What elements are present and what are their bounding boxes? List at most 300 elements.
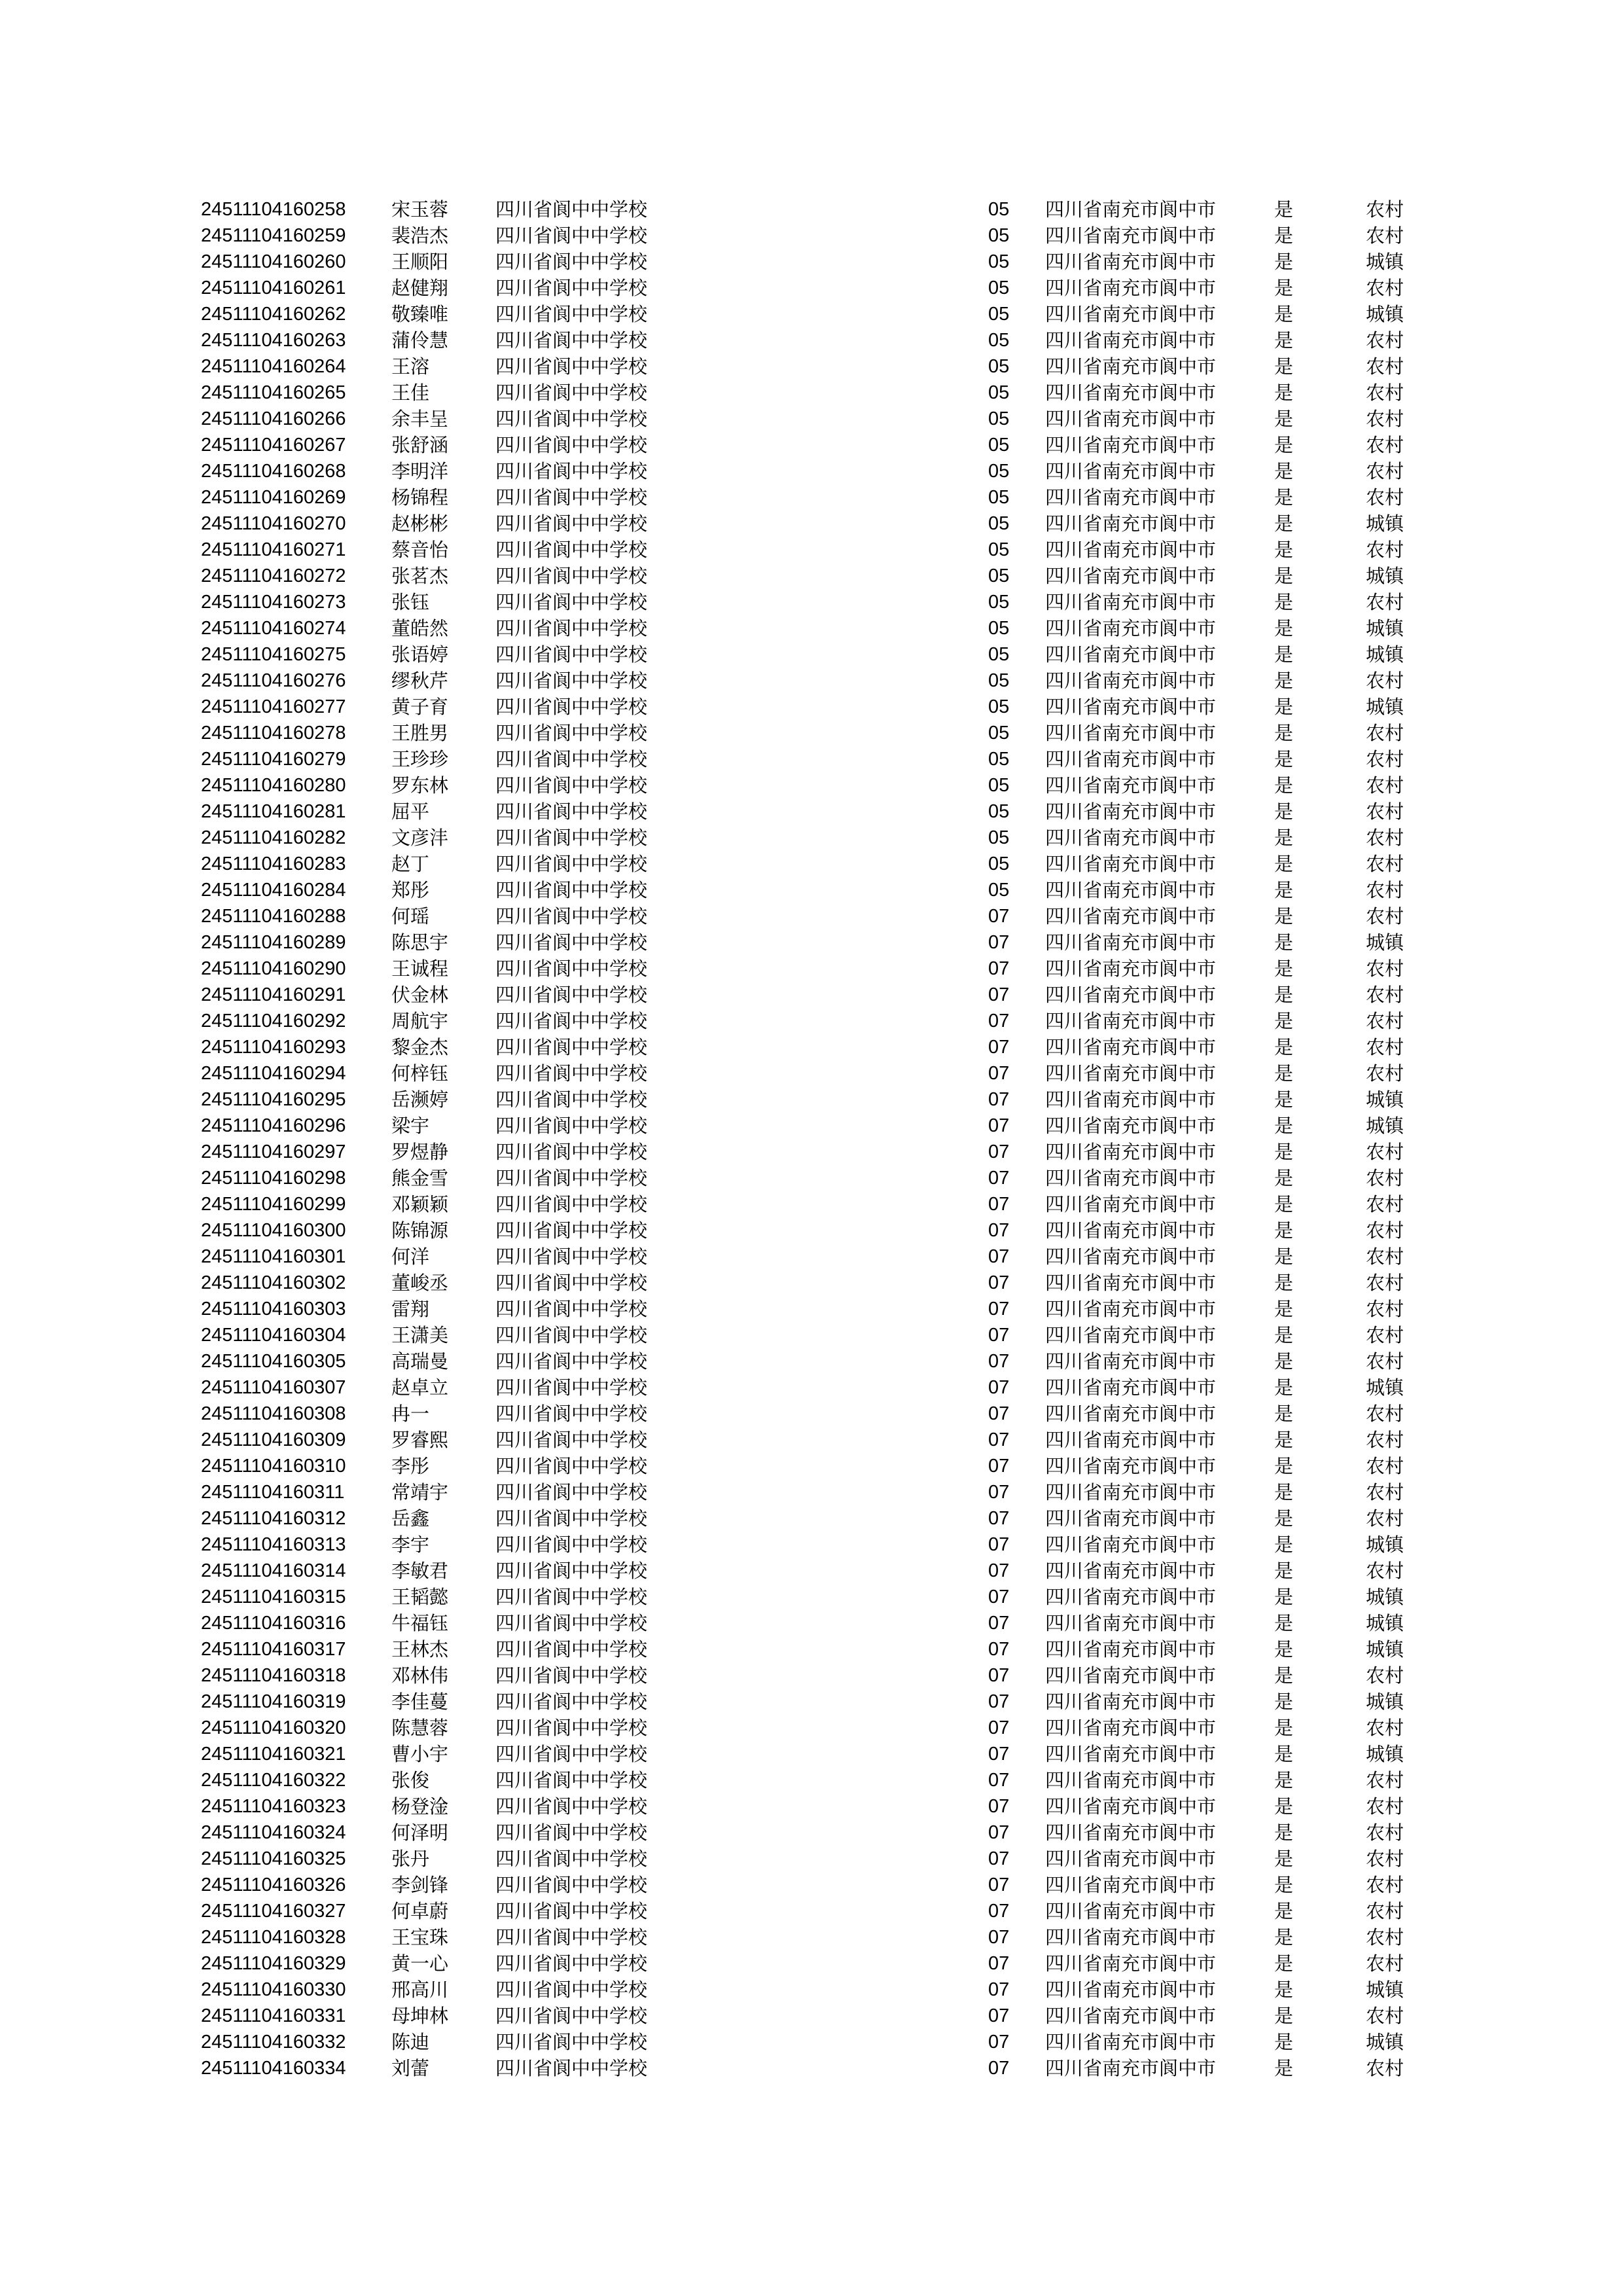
residence-type-cell: 农村 [1366,905,1404,927]
school-cell: 四川省阆中中学校 [495,722,648,744]
region-cell: 四川省南充市阆中市 [1045,1769,1217,1791]
flag-cell: 是 [1274,1272,1294,1294]
residence-type-cell: 农村 [1366,1900,1404,1922]
table-row [0,484,1623,511]
flag-cell: 是 [1274,1088,1294,1111]
student-name-cell: 张丹 [391,1848,430,1870]
residence-type-cell: 农村 [1366,853,1404,875]
student-name-cell: 文彦沣 [391,827,449,849]
table-row [0,1741,1623,1767]
table-row [0,1505,1623,1532]
flag-cell: 是 [1274,1036,1294,1058]
student-name-cell: 王胜男 [391,722,449,744]
class-number-cell: 05 [988,408,1010,429]
student-name-cell: 梁宇 [391,1115,430,1137]
residence-type-cell: 农村 [1366,591,1404,613]
flag-cell: 是 [1274,643,1294,666]
table-row [0,1950,1623,1977]
residence-type-cell: 农村 [1366,958,1404,980]
school-cell: 四川省阆中中学校 [495,853,648,875]
residence-type-cell: 城镇 [1366,1376,1404,1399]
school-cell: 四川省阆中中学校 [495,355,648,378]
school-cell: 四川省阆中中学校 [495,879,648,901]
class-number-cell: 05 [988,539,1010,560]
flag-cell: 是 [1274,1638,1294,1660]
student-id-cell: 24511104160284 [201,880,346,901]
residence-type-cell: 农村 [1366,1062,1404,1085]
class-number-cell: 05 [988,853,1010,874]
student-name-cell: 张舒涵 [391,434,449,456]
student-id-cell: 24511104160316 [201,1613,346,1634]
flag-cell: 是 [1274,1246,1294,1268]
class-number-cell: 07 [988,1429,1010,1450]
school-cell: 四川省阆中中学校 [495,2057,648,2079]
table-row [0,458,1623,484]
region-cell: 四川省南充市阆中市 [1045,224,1217,247]
student-roster-table [0,196,1623,2081]
student-id-cell: 24511104160329 [201,1953,346,1974]
region-cell: 四川省南充市阆中市 [1045,1481,1217,1503]
flag-cell: 是 [1274,2031,1294,2053]
class-number-cell: 05 [988,461,1010,482]
student-id-cell: 24511104160328 [201,1927,346,1948]
class-number-cell: 07 [988,1089,1010,1110]
flag-cell: 是 [1274,1481,1294,1503]
table-row [0,1898,1623,1924]
student-id-cell: 24511104160258 [201,199,346,220]
class-number-cell: 07 [988,1560,1010,1581]
student-id-cell: 24511104160272 [201,565,346,586]
residence-type-cell: 农村 [1366,1769,1404,1791]
class-number-cell: 07 [988,1587,1010,1607]
flag-cell: 是 [1274,382,1294,404]
flag-cell: 是 [1274,696,1294,718]
student-name-cell: 蔡音怡 [391,539,449,561]
flag-cell: 是 [1274,853,1294,875]
region-cell: 四川省南充市阆中市 [1045,1324,1217,1346]
student-name-cell: 何瑶 [391,905,430,927]
class-number-cell: 07 [988,1979,1010,2000]
region-cell: 四川省南充市阆中市 [1045,2005,1217,2027]
student-id-cell: 24511104160276 [201,670,346,691]
flag-cell: 是 [1274,1298,1294,1320]
class-number-cell: 05 [988,827,1010,848]
residence-type-cell: 农村 [1366,1952,1404,1975]
student-name-cell: 冉一 [391,1403,430,1425]
class-number-cell: 07 [988,1744,1010,1765]
student-name-cell: 李明洋 [391,460,449,482]
student-name-cell: 王溶 [391,355,430,378]
student-name-cell: 赵丁 [391,853,430,875]
table-row [0,1977,1623,2003]
school-cell: 四川省阆中中学校 [495,1193,648,1215]
region-cell: 四川省南充市阆中市 [1045,1010,1217,1032]
student-name-cell: 何泽明 [391,1821,449,1844]
flag-cell: 是 [1274,1167,1294,1189]
flag-cell: 是 [1274,1821,1294,1844]
flag-cell: 是 [1274,984,1294,1006]
table-row [0,1584,1623,1610]
class-number-cell: 07 [988,1063,1010,1084]
student-id-cell: 24511104160303 [201,1299,346,1319]
flag-cell: 是 [1274,1403,1294,1425]
table-row [0,223,1623,249]
region-cell: 四川省南充市阆中市 [1045,1298,1217,1320]
residence-type-cell: 农村 [1366,1795,1404,1818]
flag-cell: 是 [1274,905,1294,927]
residence-type-cell: 农村 [1366,1219,1404,1242]
school-cell: 四川省阆中中学校 [495,670,648,692]
student-name-cell: 李佳蔓 [391,1691,449,1713]
region-cell: 四川省南充市阆中市 [1045,696,1217,718]
residence-type-cell: 农村 [1366,1010,1404,1032]
class-number-cell: 05 [988,382,1010,403]
class-number-cell: 07 [988,1508,1010,1529]
student-name-cell: 雷翔 [391,1298,430,1320]
region-cell: 四川省南充市阆中市 [1045,1821,1217,1844]
region-cell: 四川省南充市阆中市 [1045,1586,1217,1608]
class-number-cell: 05 [988,513,1010,534]
region-cell: 四川省南充市阆中市 [1045,1272,1217,1294]
student-name-cell: 王韬懿 [391,1586,449,1608]
class-number-cell: 07 [988,1927,1010,1948]
student-id-cell: 24511104160283 [201,853,346,874]
region-cell: 四川省南充市阆中市 [1045,1403,1217,1425]
student-name-cell: 敬臻唯 [391,303,449,325]
table-row [0,1060,1623,1086]
student-name-cell: 何梓钰 [391,1062,449,1085]
class-number-cell: 07 [988,1796,1010,1817]
school-cell: 四川省阆中中学校 [495,1246,648,1268]
student-id-cell: 24511104160279 [201,749,346,770]
class-number-cell: 07 [988,1456,1010,1477]
school-cell: 四川省阆中中学校 [495,1219,648,1242]
flag-cell: 是 [1274,486,1294,509]
table-row [0,511,1623,537]
school-cell: 四川省阆中中学校 [495,827,648,849]
flag-cell: 是 [1274,1795,1294,1818]
flag-cell: 是 [1274,539,1294,561]
region-cell: 四川省南充市阆中市 [1045,1795,1217,1818]
region-cell: 四川省南充市阆中市 [1045,486,1217,509]
flag-cell: 是 [1274,1115,1294,1137]
table-row [0,1034,1623,1060]
residence-type-cell: 城镇 [1366,931,1404,954]
school-cell: 四川省阆中中学校 [495,1691,648,1713]
flag-cell: 是 [1274,2005,1294,2027]
region-cell: 四川省南充市阆中市 [1045,1612,1217,1634]
school-cell: 四川省阆中中学校 [495,1952,648,1975]
table-row [0,1244,1623,1270]
school-cell: 四川省阆中中学校 [495,2005,648,2027]
school-cell: 四川省阆中中学校 [495,1874,648,1896]
student-id-cell: 24511104160290 [201,958,346,979]
flag-cell: 是 [1274,460,1294,482]
table-row [0,249,1623,275]
student-id-cell: 24511104160291 [201,984,346,1005]
flag-cell: 是 [1274,1586,1294,1608]
class-number-cell: 05 [988,565,1010,586]
class-number-cell: 07 [988,1848,1010,1869]
school-cell: 四川省阆中中学校 [495,277,648,299]
residence-type-cell: 农村 [1366,1717,1404,1739]
flag-cell: 是 [1274,670,1294,692]
flag-cell: 是 [1274,1664,1294,1687]
student-id-cell: 24511104160318 [201,1665,346,1686]
flag-cell: 是 [1274,1376,1294,1399]
class-number-cell: 07 [988,1691,1010,1712]
region-cell: 四川省南充市阆中市 [1045,434,1217,456]
region-cell: 四川省南充市阆中市 [1045,303,1217,325]
residence-type-cell: 农村 [1366,1272,1404,1294]
table-row [0,1610,1623,1636]
table-row [0,1217,1623,1244]
class-number-cell: 07 [988,1299,1010,1319]
student-id-cell: 24511104160264 [201,356,346,377]
school-cell: 四川省阆中中学校 [495,1586,648,1608]
flag-cell: 是 [1274,198,1294,221]
region-cell: 四川省南充市阆中市 [1045,539,1217,561]
student-name-cell: 罗东林 [391,774,449,797]
student-name-cell: 牛福钰 [391,1612,449,1634]
flag-cell: 是 [1274,408,1294,430]
class-number-cell: 07 [988,1901,1010,1922]
student-name-cell: 赵彬彬 [391,512,449,535]
class-number-cell: 07 [988,1351,1010,1372]
table-row [0,327,1623,353]
student-name-cell: 黄子育 [391,696,449,718]
school-cell: 四川省阆中中学校 [495,1560,648,1582]
region-cell: 四川省南充市阆中市 [1045,1455,1217,1477]
student-id-cell: 24511104160297 [201,1141,346,1162]
residence-type-cell: 城镇 [1366,1534,1404,1556]
residence-type-cell: 农村 [1366,1560,1404,1582]
region-cell: 四川省南充市阆中市 [1045,958,1217,980]
school-cell: 四川省阆中中学校 [495,1350,648,1372]
table-row [0,1296,1623,1322]
student-name-cell: 李宇 [391,1534,430,1556]
flag-cell: 是 [1274,1324,1294,1346]
student-id-cell: 24511104160315 [201,1587,346,1607]
region-cell: 四川省南充市阆中市 [1045,1115,1217,1137]
flag-cell: 是 [1274,617,1294,639]
student-id-cell: 24511104160267 [201,435,346,456]
flag-cell: 是 [1274,1979,1294,2001]
table-row [0,1558,1623,1584]
region-cell: 四川省南充市阆中市 [1045,1141,1217,1163]
class-number-cell: 07 [988,958,1010,979]
class-number-cell: 05 [988,330,1010,351]
table-row [0,380,1623,406]
table-row [0,825,1623,851]
class-number-cell: 07 [988,1403,1010,1424]
flag-cell: 是 [1274,722,1294,744]
flag-cell: 是 [1274,1010,1294,1032]
school-cell: 四川省阆中中学校 [495,1403,648,1425]
class-number-cell: 05 [988,670,1010,691]
student-name-cell: 裴浩杰 [391,224,449,247]
flag-cell: 是 [1274,1743,1294,1765]
student-name-cell: 黄一心 [391,1952,449,1975]
class-number-cell: 07 [988,1141,1010,1162]
school-cell: 四川省阆中中学校 [495,1298,648,1320]
class-number-cell: 07 [988,1770,1010,1791]
student-name-cell: 张语婷 [391,643,449,666]
flag-cell: 是 [1274,1691,1294,1713]
student-name-cell: 黎金杰 [391,1036,449,1058]
region-cell: 四川省南充市阆中市 [1045,748,1217,770]
residence-type-cell: 农村 [1366,722,1404,744]
student-name-cell: 杨锦程 [391,486,449,509]
student-id-cell: 24511104160317 [201,1639,346,1660]
residence-type-cell: 农村 [1366,408,1404,430]
flag-cell: 是 [1274,931,1294,954]
residence-type-cell: 农村 [1366,1167,1404,1189]
school-cell: 四川省阆中中学校 [495,774,648,797]
class-number-cell: 05 [988,644,1010,665]
school-cell: 四川省阆中中学校 [495,1088,648,1111]
flag-cell: 是 [1274,1560,1294,1582]
school-cell: 四川省阆中中学校 [495,1324,648,1346]
residence-type-cell: 农村 [1366,1193,1404,1215]
table-row [0,301,1623,327]
class-number-cell: 07 [988,1613,1010,1634]
student-id-cell: 24511104160296 [201,1115,346,1136]
student-id-cell: 24511104160281 [201,801,346,822]
student-name-cell: 陈迪 [391,2031,430,2053]
residence-type-cell: 农村 [1366,434,1404,456]
student-name-cell: 屈平 [391,800,430,823]
student-name-cell: 王诚程 [391,958,449,980]
class-number-cell: 07 [988,1325,1010,1346]
table-row [0,1008,1623,1034]
class-number-cell: 05 [988,880,1010,901]
student-id-cell: 24511104160265 [201,382,346,403]
table-row [0,537,1623,563]
student-id-cell: 24511104160309 [201,1429,346,1450]
residence-type-cell: 农村 [1366,1664,1404,1687]
table-row [0,1270,1623,1296]
region-cell: 四川省南充市阆中市 [1045,1062,1217,1085]
residence-type-cell: 城镇 [1366,2031,1404,2053]
residence-type-cell: 农村 [1366,774,1404,797]
class-number-cell: 05 [988,618,1010,639]
class-number-cell: 07 [988,2058,1010,2079]
flag-cell: 是 [1274,1717,1294,1739]
residence-type-cell: 农村 [1366,539,1404,561]
school-cell: 四川省阆中中学校 [495,696,648,718]
student-name-cell: 刘蕾 [391,2057,430,2079]
school-cell: 四川省阆中中学校 [495,1664,648,1687]
student-name-cell: 李剑锋 [391,1874,449,1896]
student-name-cell: 岳濒婷 [391,1088,449,1111]
residence-type-cell: 城镇 [1366,1612,1404,1634]
school-cell: 四川省阆中中学校 [495,748,648,770]
student-id-cell: 24511104160304 [201,1325,346,1346]
class-number-cell: 05 [988,775,1010,796]
class-number-cell: 05 [988,278,1010,298]
flag-cell: 是 [1274,1769,1294,1791]
class-number-cell: 05 [988,723,1010,744]
student-name-cell: 何卓蔚 [391,1900,449,1922]
class-number-cell: 05 [988,801,1010,822]
flag-cell: 是 [1274,565,1294,587]
school-cell: 四川省阆中中学校 [495,1167,648,1189]
flag-cell: 是 [1274,591,1294,613]
residence-type-cell: 农村 [1366,1455,1404,1477]
class-number-cell: 07 [988,1220,1010,1241]
flag-cell: 是 [1274,774,1294,797]
student-id-cell: 24511104160321 [201,1744,346,1765]
student-id-cell: 24511104160327 [201,1901,346,1922]
table-row [0,1636,1623,1662]
residence-type-cell: 农村 [1366,1350,1404,1372]
student-name-cell: 岳鑫 [391,1507,430,1530]
student-id-cell: 24511104160292 [201,1011,346,1031]
table-row [0,275,1623,301]
school-cell: 四川省阆中中学校 [495,1638,648,1660]
table-row [0,1165,1623,1191]
flag-cell: 是 [1274,1062,1294,1085]
class-number-cell: 07 [988,1272,1010,1293]
student-name-cell: 王顺阳 [391,251,449,273]
region-cell: 四川省南充市阆中市 [1045,1088,1217,1111]
table-row [0,1139,1623,1165]
residence-type-cell: 农村 [1366,800,1404,823]
table-row [0,196,1623,223]
residence-type-cell: 农村 [1366,670,1404,692]
region-cell: 四川省南充市阆中市 [1045,1664,1217,1687]
residence-type-cell: 农村 [1366,1324,1404,1346]
residence-type-cell: 农村 [1366,1874,1404,1896]
school-cell: 四川省阆中中学校 [495,224,648,247]
region-cell: 四川省南充市阆中市 [1045,722,1217,744]
school-cell: 四川省阆中中学校 [495,1455,648,1477]
table-row [0,2003,1623,2029]
region-cell: 四川省南充市阆中市 [1045,1743,1217,1765]
school-cell: 四川省阆中中学校 [495,1743,648,1765]
flag-cell: 是 [1274,1612,1294,1634]
residence-type-cell: 城镇 [1366,1979,1404,2001]
table-row [0,2055,1623,2081]
table-row [0,1662,1623,1689]
class-number-cell: 05 [988,696,1010,717]
school-cell: 四川省阆中中学校 [495,617,648,639]
student-id-cell: 24511104160301 [201,1246,346,1267]
region-cell: 四川省南充市阆中市 [1045,1638,1217,1660]
region-cell: 四川省南充市阆中市 [1045,1350,1217,1372]
residence-type-cell: 农村 [1366,1429,1404,1451]
student-name-cell: 曹小宇 [391,1743,449,1765]
region-cell: 四川省南充市阆中市 [1045,1376,1217,1399]
residence-type-cell: 农村 [1366,329,1404,351]
student-name-cell: 张俊 [391,1769,430,1791]
student-name-cell: 董皓然 [391,617,449,639]
flag-cell: 是 [1274,303,1294,325]
school-cell: 四川省阆中中学校 [495,1821,648,1844]
table-row [0,1401,1623,1427]
table-row [0,851,1623,877]
student-id-cell: 24511104160275 [201,644,346,665]
school-cell: 四川省阆中中学校 [495,1612,648,1634]
table-row [0,1532,1623,1558]
student-id-cell: 24511104160274 [201,618,346,639]
table-row [0,1374,1623,1401]
student-id-cell: 24511104160288 [201,906,346,927]
table-row [0,1715,1623,1741]
student-id-cell: 24511104160263 [201,330,346,351]
table-row [0,798,1623,825]
